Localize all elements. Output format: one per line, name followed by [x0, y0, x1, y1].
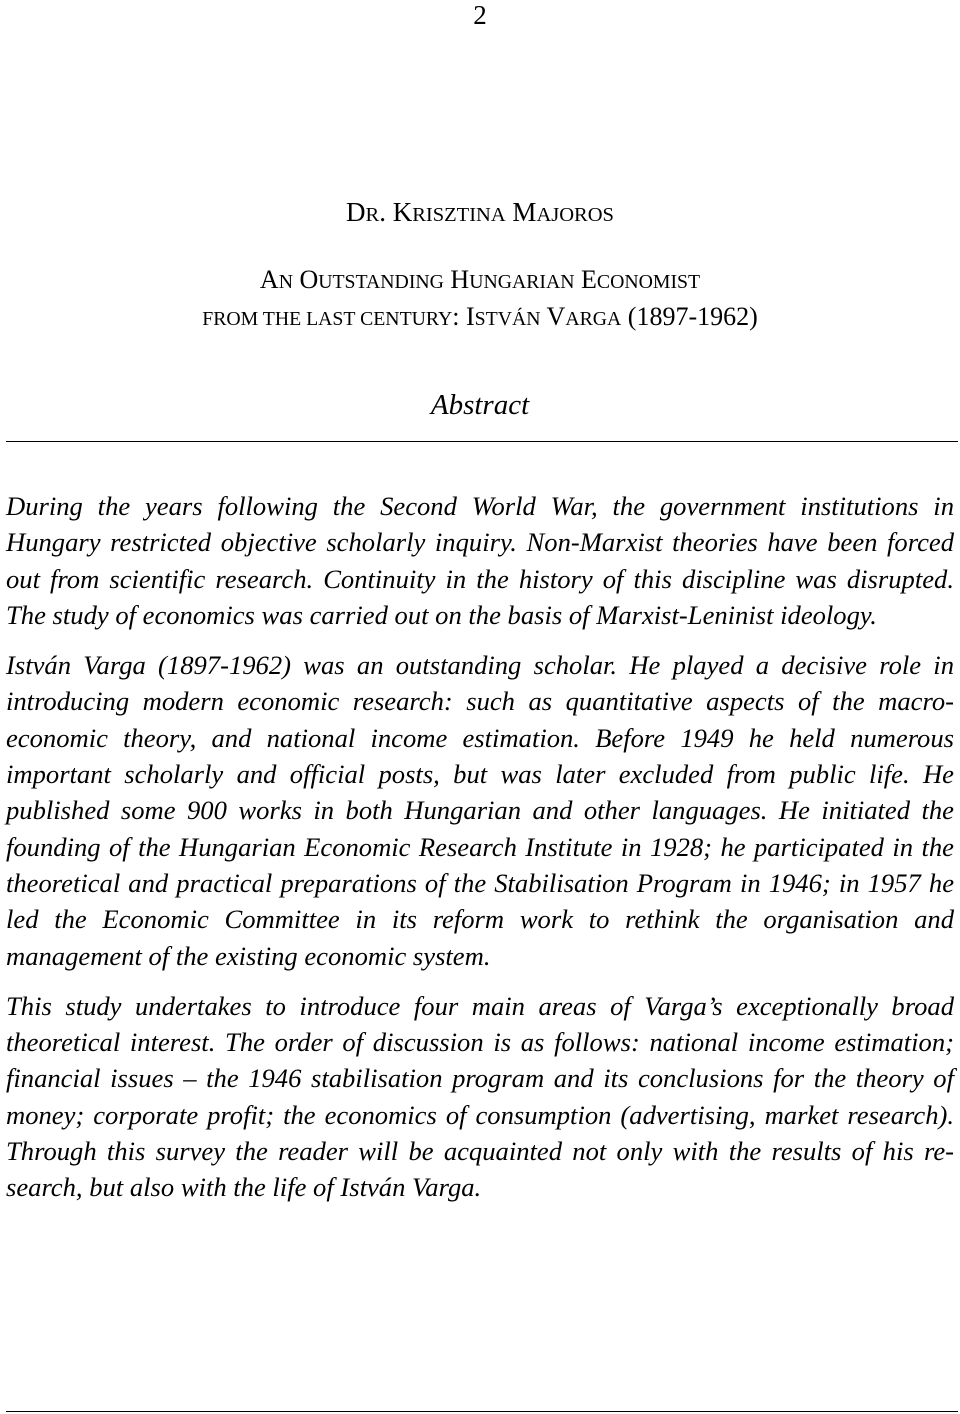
title-name1-initial: I: [465, 302, 475, 331]
abstract-paragraph-1: During the years following the Second World War, the government institutions in Hungary restricted objective scholarly inquiry. Non-Marxist theories have been forced out from scientific research. Continuity in the history of this discipline was disrupted. The study of economics was carried out on the basis of Marxist-Leninist ideology.: [6, 491, 954, 630]
title-word-initial: A: [259, 265, 279, 294]
page-number: 2: [473, 0, 487, 30]
author-first-initial: K: [392, 197, 413, 227]
author-last-initial: M: [512, 197, 537, 227]
title-word: [581, 265, 700, 294]
title-word-initial: H: [450, 265, 470, 294]
author-first-rest: RISZTINA: [412, 204, 506, 226]
title-line-2: [0, 302, 960, 334]
title-name2-initial: V: [546, 302, 566, 331]
abstract-body: [6, 488, 954, 1220]
title-word-initial: E: [581, 265, 597, 294]
author-prefix-sc: R: [365, 204, 380, 226]
title-name2-rest: ARGA: [565, 308, 622, 330]
title-from-the-last-century: FROM THE LAST CENTURY: [202, 308, 453, 330]
title-name1-rest: STVÁN: [474, 308, 541, 330]
bottom-divider: [6, 1411, 958, 1412]
title-word-rest: UNGARIAN: [469, 271, 575, 293]
author-prefix: D: [346, 197, 366, 227]
abstract-paragraph-3: This study undertakes to introduce four main areas of Varga’s exceptionally broad theoretical interest. The order of discussion is as follows: national income estimation; financial issues – the 1946 stabilisation program and its conclusions for the theory of money; corporate profit; the economics of consumption (advertising, market research). Through this survey the reader will be acquainted not only with the results of his research, but also with the life of István Varga.: [6, 990, 954, 1203]
abstract-paragraph-2: István Varga (1897-1962) was an outstanding scholar. He played a decisive role in introducing modern economic research: such as quantitative aspects of the macro-economic theory, and national income estimation. Before 1949 he held numerous important scholarly and official posts, but was later excluded from public life. He published some 900 works in both Hungarian and other languages. He initiated the founding of the Hungarian Economic Research Institute in 1928; he participated in the theoretical and practical preparations of the Stabilisation Program in 1946; in 1957 he led the Economic Committee in its reform work to rethink the organisation and management of the existing economic system.: [6, 650, 954, 971]
author-period: .: [379, 197, 393, 227]
title-years: (1897-1962): [621, 302, 758, 331]
title-word: [260, 265, 293, 294]
title-colon: :: [452, 302, 466, 331]
title-line-1: [0, 265, 960, 297]
author-name: [0, 196, 960, 231]
title-word: [299, 265, 443, 294]
title-word-rest: N: [278, 271, 293, 293]
title-word-initial: O: [299, 265, 319, 294]
title-word-rest: CONOMIST: [596, 271, 701, 293]
author-last-rest: AJOROS: [536, 204, 614, 226]
title-word-rest: UTSTANDING: [318, 271, 444, 293]
top-divider: [6, 441, 958, 442]
abstract-heading: Abstract: [430, 389, 530, 421]
title-word: [450, 265, 574, 294]
